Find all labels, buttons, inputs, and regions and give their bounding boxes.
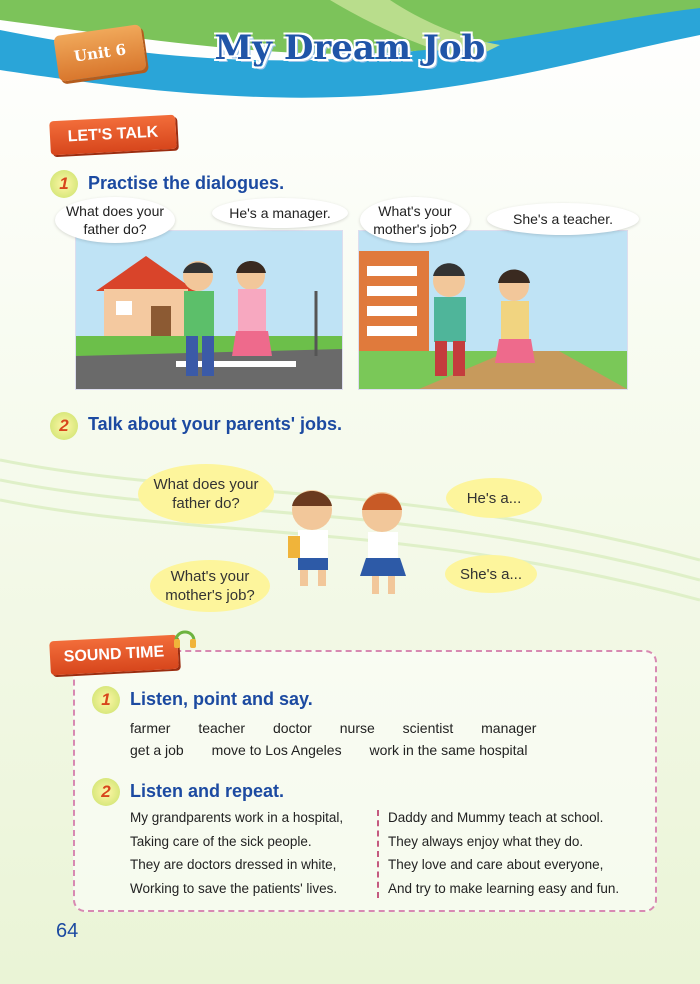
lets-talk-label: LET'S TALK [67, 123, 159, 146]
page-number: 64 [56, 920, 79, 942]
poem-divider [377, 810, 379, 898]
sound-activity2-heading: Listen and repeat. [130, 781, 285, 801]
poem-right [388, 806, 653, 900]
sound-activity1-number: 1 [101, 690, 111, 709]
word-list-row2 [130, 742, 551, 758]
scene2-answer-bubble [487, 203, 639, 235]
unit-label: Unit 6 [72, 40, 128, 66]
word-item: farmer [130, 720, 171, 736]
sound-activity2-number-badge [92, 778, 120, 806]
prompt-mother-answer-text: She's a... [459, 565, 523, 583]
prompt-mother-question-text: What's your mother's job? [165, 568, 255, 604]
word-item: get a job [130, 742, 184, 758]
poem-line: And try to make learning easy and fun. [388, 880, 620, 896]
scene-mother-teacher [358, 230, 628, 390]
scene2-question-bubble [360, 197, 470, 243]
prompt-father-question [138, 464, 274, 524]
sound-time-banner [49, 635, 179, 676]
scene1-answer-text: He's a manager. [229, 205, 331, 221]
prompt-father-answer-text: He's a... [466, 489, 522, 507]
poem-left [130, 806, 375, 900]
word-item: work in the same hospital [369, 742, 528, 758]
poem-line: They are doctors dressed in white, [130, 857, 337, 872]
lets-talk-banner [49, 115, 177, 156]
prompt-mother-answer [445, 555, 537, 593]
poem-line: Taking care of the sick people. [130, 833, 312, 849]
activity2-heading: Talk about your parents' jobs. [88, 414, 342, 434]
word-item: scientist [402, 720, 454, 736]
scene1-question-bubble [55, 197, 175, 243]
headphones-icon [172, 625, 198, 651]
activity2-number: 2 [59, 416, 69, 435]
page-title: My Dream Job [214, 28, 486, 68]
activity2-number-badge [50, 412, 78, 440]
prompt-mother-question [150, 560, 270, 612]
activity1-number-badge [50, 170, 78, 198]
kids-illustration [282, 488, 422, 606]
poem-line: Daddy and Mummy teach at school. [388, 810, 604, 825]
sound-activity1-number-badge [92, 686, 120, 714]
word-item: doctor [272, 720, 312, 736]
poem-line: They always enjoy what they do. [388, 833, 584, 849]
activity1-heading: Practise the dialogues. [88, 173, 285, 193]
scene1-question-text: What does your father do? [65, 203, 165, 237]
prompt-father-question-text: What does your father do? [153, 476, 259, 512]
activity1-number: 1 [59, 174, 69, 193]
sound-activity1-heading: Listen, point and say. [130, 689, 313, 709]
scene2-answer-text: She's a teacher. [513, 211, 613, 227]
scene-father-manager [75, 230, 343, 390]
prompt-father-answer [446, 478, 542, 518]
poem-line: Working to save the patients' lives. [130, 880, 338, 896]
sound-time-label: SOUND TIME [63, 643, 165, 666]
word-item: move to Los Angeles [211, 742, 342, 758]
poem-line: They love and care about everyone, [388, 857, 604, 872]
scene1-answer-bubble [212, 198, 348, 228]
sound-activity2-number: 2 [101, 782, 111, 801]
word-item: teacher [198, 720, 246, 736]
scene2-question-text: What's your mother's job? [373, 203, 457, 237]
word-item: manager [481, 720, 537, 736]
word-list-row1 [130, 720, 560, 736]
word-item: nurse [339, 720, 375, 736]
poem-line: My grandparents work in a hospital, [130, 810, 344, 825]
